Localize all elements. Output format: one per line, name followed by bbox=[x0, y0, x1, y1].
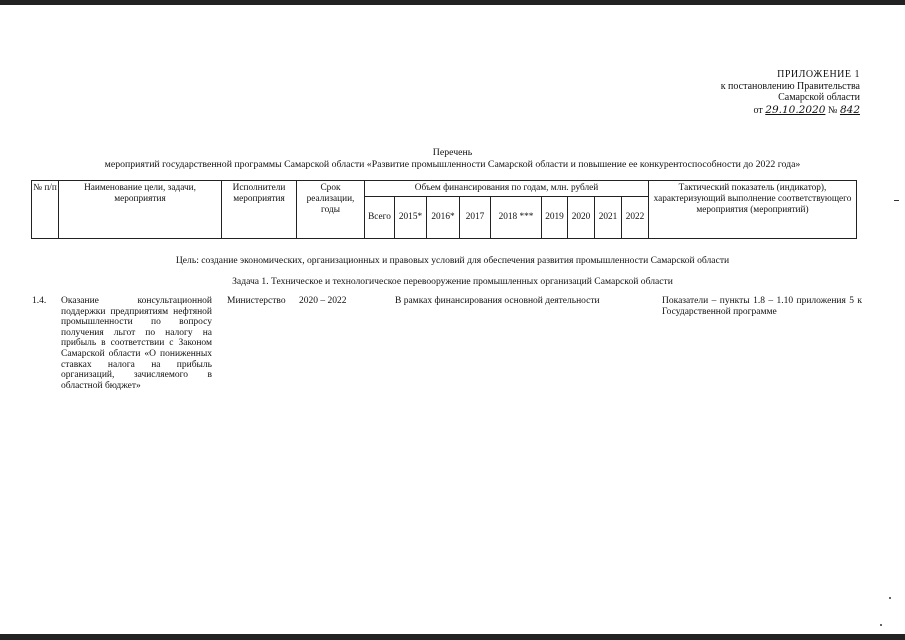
from-label: от bbox=[753, 104, 763, 116]
number-label: № bbox=[827, 104, 838, 116]
header-term: Срок реализации, годы bbox=[297, 181, 365, 239]
header-name: Наименование цели, задачи, мероприятия bbox=[59, 181, 222, 239]
row-number: 1.4. bbox=[32, 296, 47, 306]
appendix-title: ПРИЛОЖЕНИЕ 1 bbox=[777, 69, 860, 80]
header-table bbox=[31, 180, 857, 239]
appendix-line-2: Самарской области bbox=[778, 92, 860, 103]
title-line-2: мероприятий государственной программы Самарской области «Развитие промышленности Самарской области и повышение ее конкурентоспособности до 2022 года» bbox=[104, 159, 801, 170]
row-executor: Министерство bbox=[227, 296, 286, 306]
year-2020: 2020 bbox=[568, 197, 595, 239]
handwritten-date: 29.10.2020 bbox=[765, 103, 826, 116]
header-financing: Объем финансирования по годам, млн. рублей bbox=[365, 181, 649, 197]
header-num: № п/п bbox=[32, 181, 59, 239]
scan-mark bbox=[894, 200, 899, 201]
year-2019: 2019 bbox=[542, 197, 568, 239]
year-total: Всего bbox=[365, 197, 395, 239]
year-2017: 2017 bbox=[460, 197, 491, 239]
scan-top-border bbox=[0, 0, 905, 5]
title-line-1: Перечень bbox=[432, 147, 473, 158]
year-2022: 2022 bbox=[622, 197, 649, 239]
appendix-block bbox=[640, 69, 860, 116]
year-2016: 2016* bbox=[427, 197, 460, 239]
row-financing: В рамках финансирования основной деятельности bbox=[395, 296, 600, 306]
row-term: 2020 – 2022 bbox=[299, 296, 347, 306]
document-title bbox=[0, 147, 905, 171]
header-executors: Исполнители мероприятия bbox=[222, 181, 297, 239]
appendix-line-1: к постановлению Правительства bbox=[720, 80, 860, 92]
header-indicator: Тактический показатель (индикатор), характеризующий выполнение соответствующего мероприятия (мероприятий) bbox=[649, 181, 857, 239]
handwritten-number: 842 bbox=[839, 103, 860, 116]
row-indicator: Показатели – пункты 1.8 – 1.10 приложения 5 к Государственной программе bbox=[662, 296, 862, 317]
year-2021: 2021 bbox=[595, 197, 622, 239]
year-2015: 2015* bbox=[395, 197, 427, 239]
goal-statement: Цель: создание экономических, организационных и правовых условий для обеспечения развития промышленности Самарской области bbox=[175, 255, 730, 266]
scan-speck bbox=[880, 624, 882, 626]
scan-bottom-border bbox=[0, 634, 905, 640]
task-statement: Задача 1. Техническое и технологическое перевооружение промышленных организаций Самарской области bbox=[232, 276, 673, 287]
row-activity-name: Оказание консультационной поддержки предприятиям нефтяной промышленности по вопросу получения льгот по налогу на прибыль в соответствии с Законом Самарской области «О пониженных ставках налога на прибыль организаций, зачисляемого в областной бюджет» bbox=[61, 296, 212, 391]
appendix-date-line bbox=[640, 105, 860, 117]
scan-speck bbox=[889, 597, 891, 599]
year-2018: 2018 *** bbox=[491, 197, 542, 239]
